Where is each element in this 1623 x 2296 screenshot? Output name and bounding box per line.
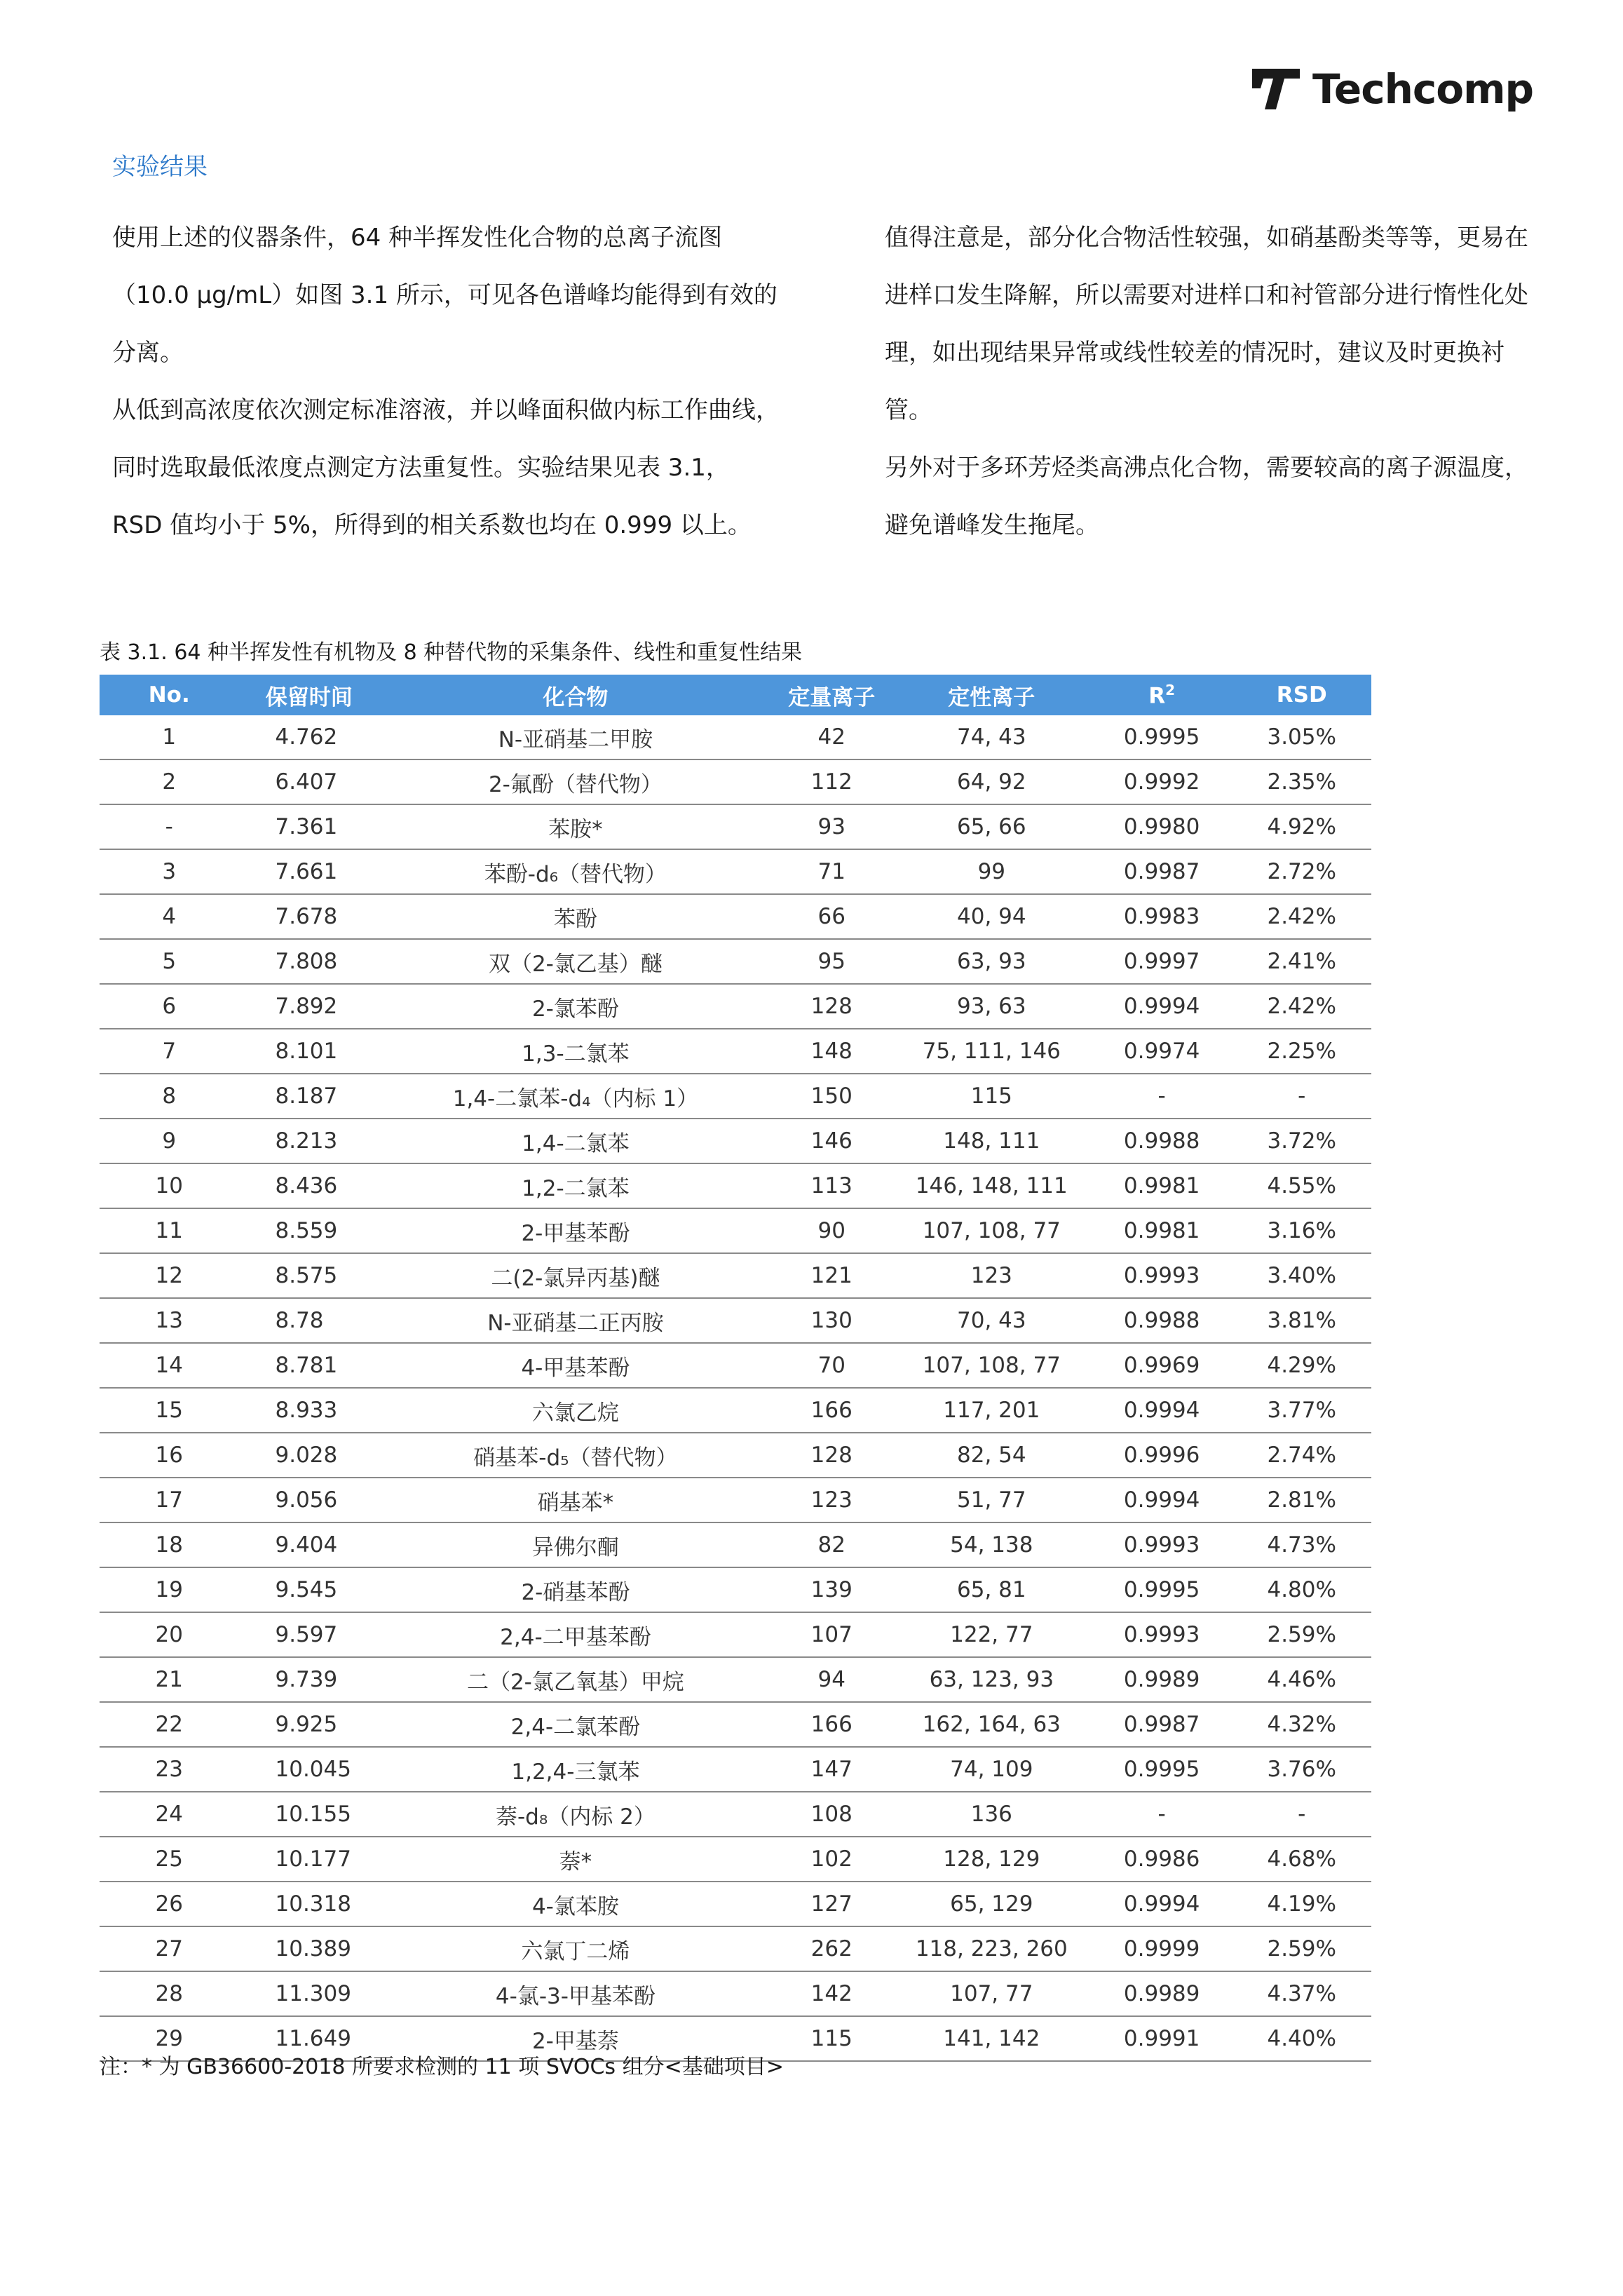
cell-compound: 2-硝基苯酚 xyxy=(379,1567,772,1612)
cell-rsd: 3.16% xyxy=(1232,1208,1371,1253)
cell-no: 29 xyxy=(100,2016,239,2061)
cell-compound: 1,2-二氯苯 xyxy=(379,1163,772,1208)
text-line: 另外对于多环芳烃类高沸点化合物，需要较高的离子源温度， xyxy=(885,454,1528,482)
cell-no: 20 xyxy=(100,1612,239,1657)
cell-quant-ion: 142 xyxy=(772,1971,892,2016)
cell-compound: 六氯丁二烯 xyxy=(379,1926,772,1971)
cell-r2: 0.9992 xyxy=(1092,759,1232,804)
cell-no: 11 xyxy=(100,1208,239,1253)
cell-no: 19 xyxy=(100,1567,239,1612)
cell-quant-ion: 115 xyxy=(772,2016,892,2061)
cell-compound: 1,3-二氯苯 xyxy=(379,1029,772,1074)
cell-quant-ion: 166 xyxy=(772,1702,892,1747)
cell-no: - xyxy=(100,804,239,849)
cell-rsd: - xyxy=(1232,1074,1371,1119)
table-row xyxy=(100,1522,1371,1567)
cell-compound: 六氯乙烷 xyxy=(379,1388,772,1433)
cell-rsd: 2.41% xyxy=(1232,939,1371,984)
cell-qual-ion: 82, 54 xyxy=(892,1433,1092,1478)
cell-compound: 2-甲基萘 xyxy=(379,2016,772,2061)
cell-rsd: 2.42% xyxy=(1232,984,1371,1029)
cell-rsd: 2.35% xyxy=(1232,759,1371,804)
cell-qual-ion: 148, 111 xyxy=(892,1119,1092,1163)
cell-no: 6 xyxy=(100,984,239,1029)
cell-compound: 异佛尔酮 xyxy=(379,1522,772,1567)
cell-r2: 0.9987 xyxy=(1092,1702,1232,1747)
cell-quant-ion: 147 xyxy=(772,1747,892,1792)
cell-quant-ion: 107 xyxy=(772,1612,892,1657)
cell-compound: 二（2-氯乙氧基）甲烷 xyxy=(379,1657,772,1702)
cell-quant-ion: 90 xyxy=(772,1208,892,1253)
cell-r2: 0.9999 xyxy=(1092,1926,1232,1971)
logo-text: Techcomp xyxy=(1312,65,1534,113)
cell-quant-ion: 113 xyxy=(772,1163,892,1208)
table-row xyxy=(100,804,1371,849)
cell-retention-time: 9.925 xyxy=(239,1702,380,1747)
cell-qual-ion: 63, 123, 93 xyxy=(892,1657,1092,1702)
cell-retention-time: 9.545 xyxy=(239,1567,380,1612)
cell-quant-ion: 123 xyxy=(772,1478,892,1522)
table-row xyxy=(100,1253,1371,1298)
cell-qual-ion: 128, 129 xyxy=(892,1837,1092,1882)
cell-qual-ion: 65, 66 xyxy=(892,804,1092,849)
cell-rsd: 3.05% xyxy=(1232,715,1371,759)
cell-r2: 0.9983 xyxy=(1092,894,1232,939)
cell-r2: 0.9986 xyxy=(1092,1837,1232,1882)
cell-quant-ion: 121 xyxy=(772,1253,892,1298)
cell-compound: 萘* xyxy=(379,1837,772,1882)
cell-rsd: 3.81% xyxy=(1232,1298,1371,1343)
cell-compound: 苯酚 xyxy=(379,894,772,939)
table-row xyxy=(100,1837,1371,1882)
text-line: （10.0 μg/mL）如图 3.1 所示，可见各色谱峰均能得到有效的 xyxy=(112,281,777,309)
cell-compound: 2-甲基苯酚 xyxy=(379,1208,772,1253)
cell-r2: 0.9981 xyxy=(1092,1163,1232,1208)
text-line: 同时选取最低浓度点测定方法重复性。实验结果见表 3.1， xyxy=(112,454,730,482)
text-line: 分离。 xyxy=(112,339,184,367)
cell-no: 15 xyxy=(100,1388,239,1433)
cell-rsd: 3.72% xyxy=(1232,1119,1371,1163)
cell-qual-ion: 162, 164, 63 xyxy=(892,1702,1092,1747)
cell-quant-ion: 127 xyxy=(772,1882,892,1926)
cell-compound: N-亚硝基二甲胺 xyxy=(379,715,772,759)
cell-qual-ion: 123 xyxy=(892,1253,1092,1298)
cell-r2: 0.9989 xyxy=(1092,1971,1232,2016)
cell-rsd: 2.25% xyxy=(1232,1029,1371,1074)
cell-compound: 2-氟酚（替代物） xyxy=(379,759,772,804)
table-row xyxy=(100,1702,1371,1747)
cell-rsd: 2.74% xyxy=(1232,1433,1371,1478)
cell-retention-time: 11.649 xyxy=(239,2016,380,2061)
cell-r2: 0.9994 xyxy=(1092,1478,1232,1522)
table-row xyxy=(100,939,1371,984)
cell-qual-ion: 64, 92 xyxy=(892,759,1092,804)
cell-rsd: 4.32% xyxy=(1232,1702,1371,1747)
cell-no: 18 xyxy=(100,1522,239,1567)
techcomp-logo-icon xyxy=(1249,65,1303,114)
table-row xyxy=(100,1074,1371,1119)
table-row xyxy=(100,1478,1371,1522)
cell-compound: 4-氯-3-甲基苯酚 xyxy=(379,1971,772,2016)
cell-retention-time: 8.781 xyxy=(239,1343,380,1388)
table-row xyxy=(100,1163,1371,1208)
cell-retention-time: 10.318 xyxy=(239,1882,380,1926)
cell-retention-time: 8.933 xyxy=(239,1388,380,1433)
cell-quant-ion: 139 xyxy=(772,1567,892,1612)
cell-no: 28 xyxy=(100,1971,239,2016)
results-table xyxy=(100,675,1371,2062)
cell-rsd: 3.76% xyxy=(1232,1747,1371,1792)
cell-rsd: 4.55% xyxy=(1232,1163,1371,1208)
cell-retention-time: 8.78 xyxy=(239,1298,380,1343)
cell-compound: 1,4-二氯苯 xyxy=(379,1119,772,1163)
cell-rsd: 4.19% xyxy=(1232,1882,1371,1926)
cell-r2: 0.9981 xyxy=(1092,1208,1232,1253)
section-title: 实验结果 xyxy=(112,153,208,181)
cell-no: 23 xyxy=(100,1747,239,1792)
cell-retention-time: 7.808 xyxy=(239,939,380,984)
cell-quant-ion: 66 xyxy=(772,894,892,939)
header-compound: 化合物 xyxy=(379,675,772,715)
right-column xyxy=(885,209,1551,554)
cell-retention-time: 9.028 xyxy=(239,1433,380,1478)
cell-r2: 0.9993 xyxy=(1092,1253,1232,1298)
cell-r2: 0.9997 xyxy=(1092,939,1232,984)
cell-retention-time: 7.892 xyxy=(239,984,380,1029)
cell-qual-ion: 93, 63 xyxy=(892,984,1092,1029)
cell-retention-time: 9.404 xyxy=(239,1522,380,1567)
cell-compound: 4-甲基苯酚 xyxy=(379,1343,772,1388)
cell-rsd: 4.46% xyxy=(1232,1657,1371,1702)
cell-r2: 0.9989 xyxy=(1092,1657,1232,1702)
cell-no: 10 xyxy=(100,1163,239,1208)
cell-compound: N-亚硝基二正丙胺 xyxy=(379,1298,772,1343)
cell-retention-time: 9.056 xyxy=(239,1478,380,1522)
cell-rsd: 4.92% xyxy=(1232,804,1371,849)
text-line: 理，如出现结果异常或线性较差的情况时，建议及时更换衬管。 xyxy=(885,339,1505,424)
table-header-row xyxy=(100,675,1371,715)
table-row xyxy=(100,984,1371,1029)
cell-qual-ion: 117, 201 xyxy=(892,1388,1092,1433)
cell-quant-ion: 112 xyxy=(772,759,892,804)
cell-no: 13 xyxy=(100,1298,239,1343)
cell-no: 8 xyxy=(100,1074,239,1119)
cell-retention-time: 7.678 xyxy=(239,894,380,939)
header-retention-time: 保留时间 xyxy=(239,675,380,715)
cell-rsd: 4.68% xyxy=(1232,1837,1371,1882)
cell-r2: 0.9969 xyxy=(1092,1343,1232,1388)
cell-no: 4 xyxy=(100,894,239,939)
cell-rsd: 3.40% xyxy=(1232,1253,1371,1298)
table-row xyxy=(100,759,1371,804)
cell-quant-ion: 150 xyxy=(772,1074,892,1119)
cell-rsd: 2.42% xyxy=(1232,894,1371,939)
cell-compound: 双（2-氯乙基）醚 xyxy=(379,939,772,984)
table-row xyxy=(100,1343,1371,1388)
table-row xyxy=(100,1388,1371,1433)
cell-quant-ion: 82 xyxy=(772,1522,892,1567)
cell-compound: 硝基苯-d₅（替代物） xyxy=(379,1433,772,1478)
cell-qual-ion: 122, 77 xyxy=(892,1612,1092,1657)
cell-qual-ion: 141, 142 xyxy=(892,2016,1092,2061)
text-line: RSD 值均小于 5%，所得到的相关系数也均在 0.999 以上。 xyxy=(112,511,752,539)
cell-qual-ion: 99 xyxy=(892,849,1092,894)
left-column xyxy=(112,209,785,554)
cell-r2: 0.9995 xyxy=(1092,1747,1232,1792)
cell-no: 21 xyxy=(100,1657,239,1702)
cell-qual-ion: 107, 108, 77 xyxy=(892,1343,1092,1388)
header-qual-ion: 定性离子 xyxy=(892,675,1092,715)
cell-r2: - xyxy=(1092,1074,1232,1119)
cell-r2: 0.9991 xyxy=(1092,2016,1232,2061)
left-paragraph-2 xyxy=(112,381,785,554)
table-row xyxy=(100,1792,1371,1837)
cell-rsd: 4.29% xyxy=(1232,1343,1371,1388)
cell-qual-ion: 107, 108, 77 xyxy=(892,1208,1092,1253)
cell-no: 7 xyxy=(100,1029,239,1074)
cell-retention-time: 10.045 xyxy=(239,1747,380,1792)
cell-r2: 0.9995 xyxy=(1092,715,1232,759)
table-row xyxy=(100,1567,1371,1612)
cell-compound: 1,4-二氯苯-d₄（内标 1） xyxy=(379,1074,772,1119)
cell-no: 17 xyxy=(100,1478,239,1522)
cell-qual-ion: 118, 223, 260 xyxy=(892,1926,1092,1971)
cell-quant-ion: 94 xyxy=(772,1657,892,1702)
cell-compound: 硝基苯* xyxy=(379,1478,772,1522)
cell-r2: 0.9980 xyxy=(1092,804,1232,849)
cell-quant-ion: 128 xyxy=(772,1433,892,1478)
cell-quant-ion: 148 xyxy=(772,1029,892,1074)
table-row xyxy=(100,1298,1371,1343)
cell-retention-time: 4.762 xyxy=(239,715,380,759)
text-line: 从低到高浓度依次测定标准溶液，并以峰面积做内标工作曲线， xyxy=(112,396,780,424)
cell-qual-ion: 136 xyxy=(892,1792,1092,1837)
cell-r2: 0.9987 xyxy=(1092,849,1232,894)
cell-no: 22 xyxy=(100,1702,239,1747)
cell-rsd: 4.73% xyxy=(1232,1522,1371,1567)
cell-compound: 2-氯苯酚 xyxy=(379,984,772,1029)
cell-r2: 0.9994 xyxy=(1092,1882,1232,1926)
cell-r2: 0.9994 xyxy=(1092,1388,1232,1433)
cell-compound: 苯酚-d₆（替代物） xyxy=(379,849,772,894)
cell-qual-ion: 51, 77 xyxy=(892,1478,1092,1522)
cell-retention-time: 8.101 xyxy=(239,1029,380,1074)
cell-compound: 2,4-二甲基苯酚 xyxy=(379,1612,772,1657)
cell-compound: 4-氯苯胺 xyxy=(379,1882,772,1926)
cell-r2: 0.9993 xyxy=(1092,1522,1232,1567)
cell-no: 12 xyxy=(100,1253,239,1298)
cell-qual-ion: 146, 148, 111 xyxy=(892,1163,1092,1208)
cell-qual-ion: 65, 81 xyxy=(892,1567,1092,1612)
table-row xyxy=(100,1433,1371,1478)
table-row xyxy=(100,1612,1371,1657)
table-row xyxy=(100,1119,1371,1163)
cell-no: 24 xyxy=(100,1792,239,1837)
cell-quant-ion: 262 xyxy=(772,1926,892,1971)
cell-qual-ion: 63, 93 xyxy=(892,939,1092,984)
header-rsd: RSD xyxy=(1232,675,1371,715)
cell-retention-time: 10.155 xyxy=(239,1792,380,1837)
header-quant-ion: 定量离子 xyxy=(772,675,892,715)
cell-retention-time: 7.661 xyxy=(239,849,380,894)
cell-r2: - xyxy=(1092,1792,1232,1837)
table-row xyxy=(100,715,1371,759)
cell-no: 2 xyxy=(100,759,239,804)
cell-qual-ion: 75, 111, 146 xyxy=(892,1029,1092,1074)
brand-logo xyxy=(1249,65,1533,114)
cell-retention-time: 9.739 xyxy=(239,1657,380,1702)
cell-retention-time: 8.213 xyxy=(239,1119,380,1163)
header-no: No. xyxy=(100,675,239,715)
cell-no: 3 xyxy=(100,849,239,894)
cell-quant-ion: 108 xyxy=(772,1792,892,1837)
cell-retention-time: 10.177 xyxy=(239,1837,380,1882)
cell-r2: 0.9996 xyxy=(1092,1433,1232,1478)
cell-r2: 0.9988 xyxy=(1092,1298,1232,1343)
cell-retention-time: 7.361 xyxy=(239,804,380,849)
text-line: 进样口发生降解，所以需要对进样口和衬管部分进行惰性化处 xyxy=(885,281,1528,309)
cell-compound: 苯胺* xyxy=(379,804,772,849)
cell-quant-ion: 102 xyxy=(772,1837,892,1882)
cell-qual-ion: 65, 129 xyxy=(892,1882,1092,1926)
cell-compound: 萘-d₈（内标 2） xyxy=(379,1792,772,1837)
cell-rsd: - xyxy=(1232,1792,1371,1837)
table-row xyxy=(100,1926,1371,1971)
cell-r2: 0.9993 xyxy=(1092,1612,1232,1657)
table-row xyxy=(100,1029,1371,1074)
table-row xyxy=(100,1657,1371,1702)
cell-quant-ion: 42 xyxy=(772,715,892,759)
cell-no: 26 xyxy=(100,1882,239,1926)
cell-r2: 0.9974 xyxy=(1092,1029,1232,1074)
cell-rsd: 2.81% xyxy=(1232,1478,1371,1522)
cell-retention-time: 8.436 xyxy=(239,1163,380,1208)
cell-no: 1 xyxy=(100,715,239,759)
cell-retention-time: 8.187 xyxy=(239,1074,380,1119)
cell-quant-ion: 95 xyxy=(772,939,892,984)
cell-qual-ion: 40, 94 xyxy=(892,894,1092,939)
table-row xyxy=(100,1747,1371,1792)
cell-quant-ion: 166 xyxy=(772,1388,892,1433)
cell-r2: 0.9988 xyxy=(1092,1119,1232,1163)
table-row xyxy=(100,894,1371,939)
cell-retention-time: 11.309 xyxy=(239,1971,380,2016)
cell-compound: 二(2-氯异丙基)醚 xyxy=(379,1253,772,1298)
cell-qual-ion: 74, 109 xyxy=(892,1747,1092,1792)
cell-compound: 2,4-二氯苯酚 xyxy=(379,1702,772,1747)
right-paragraph-1 xyxy=(885,209,1551,554)
text-line: 避免谱峰发生拖尾。 xyxy=(885,511,1099,539)
cell-quant-ion: 146 xyxy=(772,1119,892,1163)
cell-no: 9 xyxy=(100,1119,239,1163)
cell-qual-ion: 74, 43 xyxy=(892,715,1092,759)
cell-no: 5 xyxy=(100,939,239,984)
cell-qual-ion: 107, 77 xyxy=(892,1971,1092,2016)
table-caption: 表 3.1. 64 种半挥发性有机物及 8 种替代物的采集条件、线性和重复性结果 xyxy=(100,640,803,665)
table-row xyxy=(100,1208,1371,1253)
text-line: 值得注意是，部分化合物活性较强，如硝基酚类等等，更易在 xyxy=(885,224,1528,252)
table-row xyxy=(100,849,1371,894)
cell-retention-time: 6.407 xyxy=(239,759,380,804)
cell-rsd: 4.40% xyxy=(1232,2016,1371,2061)
cell-rsd: 2.59% xyxy=(1232,1612,1371,1657)
cell-quant-ion: 70 xyxy=(772,1343,892,1388)
cell-r2: 0.9994 xyxy=(1092,984,1232,1029)
table-row xyxy=(100,1971,1371,2016)
text-line: 使用上述的仪器条件，64 种半挥发性化合物的总离子流图 xyxy=(112,224,723,252)
cell-rsd: 2.59% xyxy=(1232,1926,1371,1971)
cell-retention-time: 8.575 xyxy=(239,1253,380,1298)
cell-no: 25 xyxy=(100,1837,239,1882)
header-r2 xyxy=(1092,675,1232,715)
cell-rsd: 4.37% xyxy=(1232,1971,1371,2016)
table-note: 注：* 为 GB36600-2018 所要求检测的 11 项 SVOCs 组分<基础项目> xyxy=(100,2055,784,2079)
table-row xyxy=(100,1882,1371,1926)
cell-rsd: 4.80% xyxy=(1232,1567,1371,1612)
cell-no: 27 xyxy=(100,1926,239,1971)
cell-r2: 0.9995 xyxy=(1092,1567,1232,1612)
cell-retention-time: 9.597 xyxy=(239,1612,380,1657)
cell-qual-ion: 70, 43 xyxy=(892,1298,1092,1343)
cell-quant-ion: 93 xyxy=(772,804,892,849)
cell-rsd: 2.72% xyxy=(1232,849,1371,894)
left-paragraph-1 xyxy=(112,209,785,381)
cell-retention-time: 10.389 xyxy=(239,1926,380,1971)
table-body xyxy=(100,715,1371,2061)
header-r2-base: R xyxy=(1148,683,1166,709)
header-r2-sup: 2 xyxy=(1165,681,1176,698)
cell-no: 14 xyxy=(100,1343,239,1388)
cell-qual-ion: 54, 138 xyxy=(892,1522,1092,1567)
cell-no: 16 xyxy=(100,1433,239,1478)
cell-quant-ion: 128 xyxy=(772,984,892,1029)
cell-qual-ion: 115 xyxy=(892,1074,1092,1119)
cell-quant-ion: 130 xyxy=(772,1298,892,1343)
cell-retention-time: 8.559 xyxy=(239,1208,380,1253)
cell-compound: 1,2,4-三氯苯 xyxy=(379,1747,772,1792)
cell-quant-ion: 71 xyxy=(772,849,892,894)
cell-rsd: 3.77% xyxy=(1232,1388,1371,1433)
